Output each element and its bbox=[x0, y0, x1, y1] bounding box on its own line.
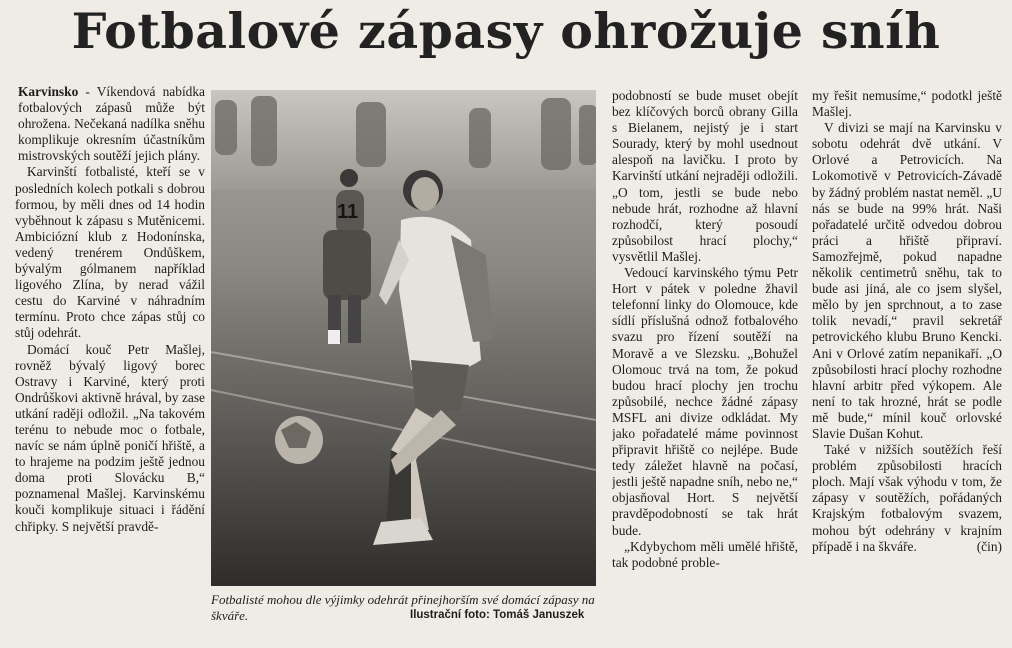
article-column-1 bbox=[15, 84, 205, 644]
football bbox=[275, 416, 323, 464]
article-column-4 bbox=[812, 88, 1002, 648]
paragraph: Karvinští fotbalisté, kteří se v posledních kolech potkali s dobrou formou, by měli dnes od 14 hodin vyběhnout k zápasu s Mutěnicemi. Ambiciózní klub z Hodonínska, vedený trenérem Ondůškem, bývalým gólmanem například ligového Zlína, by nerad vážil cestu do Karviné v náhradním termínu. Proto chce zápas stůj co stůj odehrát. bbox=[15, 164, 205, 341]
lead-paragraph bbox=[18, 84, 205, 164]
paragraph: Vedoucí karvinského týmu Petr Hort v pátek v poledne žhavil telefonní linky do Olomouce, kde sídlí příslušná odnož fotbalového svazu pro řízení soutěží na Moravě a ve Slezsku. „Bohužel Olomouc trvá na tom, že pokud budou hrací plochy jen trochu způsobilé, nechce žádné zápasy MSFL ani divize odkládat. My jako pořadatelé máme povinnost připravit hřiště co nejlépe. Bude tedy záležet hlavně na počasí, jestli ještě napadne sníh, nebo ne,“ objasňoval Hort. S největší pravděpodobností se tak hrát bude. bbox=[612, 265, 798, 538]
caption-text: Fotbalisté mohou dle výjimky odehrát přinejhorším své domácí zápasy na škváře. bbox=[211, 592, 595, 623]
lead-text: - Víkendová nabídka fotbalových zápasů může být ohrožena. Nečekaná nadílka sněhu komplikuje okresním účastníkům mistrovských soutěží jejich plány. bbox=[18, 84, 205, 164]
paragraph: podobností se bude muset obejít bez klíčových borců obrany Gilla s Bielanem, nejistý je i start Sourady, který by mohl usednout alespoň na lavičku. I proto by Karvinští utkání nejraději odložili. „O tom, jestli se bude nebo nebude hrát, rozhodne až hlavní rozhodčí, který posoudí způsobilost hrací plochy,“ vysvětlil Mašlej. bbox=[612, 88, 798, 264]
paragraph: my řešit nemusíme,“ podotkl ještě Mašlej. bbox=[812, 88, 1002, 120]
article-column-3 bbox=[612, 88, 798, 648]
dateline: Karvinsko bbox=[18, 84, 79, 99]
svg-text:11: 11 bbox=[337, 201, 359, 223]
paragraph-text: Také v nižších soutěžích řeší problém způsobilosti hracích ploch. Mají však výhodu v tom, že zápasy v soutěžích, pořádaných Krajským fotbalovým svazem, mohou být odehrány v krajním případě i na škváře. bbox=[812, 442, 1002, 554]
paragraph: Domácí kouč Petr Mašlej, rovněž bývalý ligový borec Ostravy i Karviné, který proti Ondrůškovi aktivně hrával, by zase utkání raději odložil. „Na takovém terénu to nebude moc o fotbale, navíc se nám úplně poničí hřiště, a to hrajeme na podzim ještě jednou doma proti Slovácku B,“ poznamenal Mašlej. Karvinskému kouči komplikuje situaci i řádění chřipky. S největší pravdě- bbox=[15, 341, 205, 534]
headline: Fotbalové zápasy ohrožuje sníh bbox=[71, 2, 941, 60]
paragraph bbox=[812, 442, 1002, 555]
paragraph: V divizi se mají na Karvinsku v sobotu odehrát dvě utkání. V Orlové a Petrovicích. Na Lokomotivě v Petrovicích-Závadě by žádný problém nastat neměl. „U nás se bude na 99% hrát. Naši pořadatelé určitě odvedou dobrou práci a hřiště připraví. Samozřejmě, pokud napadne několik centimetrů sněhu, tak to bude asi jiná, ale co jsem slyšel, mělo by jen sprchnout, a to zase tolik nevadí,“ pravil sekretář petrovického klubu Bruno Kencki. Ani v Orlové zatím nepanikaří. „O způsobilosti hrací plochy rozhodne hlavní arbitr před výkopem. Ale není to tak hrozné, hrát se podle mě bude,“ mínil kouč orlovské Slavie Dušan Kohut. bbox=[812, 120, 1002, 441]
match-photo bbox=[211, 90, 596, 586]
photo-credit: Ilustrační foto: Tomáš Januszek bbox=[410, 609, 585, 621]
paragraph: „Kdybychom měli umělé hřiště, tak podobné proble- bbox=[612, 538, 798, 570]
author-signature: (čin) bbox=[976, 538, 1002, 554]
